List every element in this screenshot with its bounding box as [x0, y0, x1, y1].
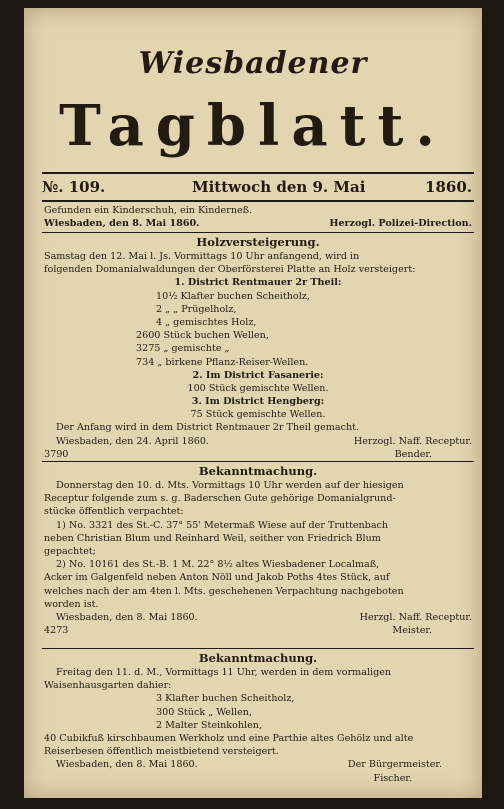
ad-number: 4273 — [44, 625, 69, 637]
text-line: folgenden Domanialwaldungen der Oberförsterei Platte an Holz versteigert: — [44, 264, 416, 276]
text-line: Reiserbesen öffentlich meistbietend versteigert. — [44, 746, 279, 758]
notice-signature — [44, 217, 472, 230]
list-item: 100 Stück gemischte Wellen. — [187, 382, 329, 394]
notice-authority: Herzogl. Polizei-Direction. — [329, 218, 472, 230]
text-line: neben Christian Blum und Reinhard Weil, seither von Friedrich Blum — [44, 532, 381, 544]
text-line: gepachtet; — [44, 545, 96, 557]
text-line: 2) No. 10161 des St.-B. 1 M. 22° 8½ altes Wiesbadener Localmaß, — [56, 559, 380, 571]
issue-number: №. 109. — [42, 178, 106, 196]
text-line: Samstag den 12. Mai l. Js. Vormittags 10 Uhr anfangend, wird in — [44, 251, 360, 262]
list-item: 3 Klafter buchen Scheitholz, — [156, 693, 295, 705]
list-item: 4 „ gemischtes Holz, — [156, 316, 257, 328]
masthead-title-main: Tagblatt. — [59, 93, 447, 159]
authority: Herzgl. Naff. Receptur. — [359, 611, 472, 623]
notice-line: Gefunden ein Kinderschuh, ein Kinderneß. — [44, 205, 253, 216]
list-item: 3275 „ gemischte „ — [136, 343, 230, 355]
list-item: 2600 Stück buchen Wellen, — [136, 330, 269, 342]
signature-line — [44, 435, 472, 448]
text-line: Der Anfang wird in dem District Rentmauer 2r Theil gemacht. — [56, 422, 360, 434]
section-bekanntmachung-2 — [44, 622, 472, 785]
text-line: Waisenhausgarten dahier: — [44, 680, 172, 692]
text-line: 40 Cubikfuß kirschbaumen Werkholz und eine Parthie altes Gehölz und alte — [44, 732, 414, 744]
text-line: Freitag den 11. d. M., Vormittags 11 Uhr, werden in dem vormaligen — [56, 667, 392, 678]
district-title: 2. Im District Fasanerie: — [192, 369, 324, 381]
newspaper-page — [24, 8, 482, 798]
section-holzversteigerung — [44, 234, 472, 461]
section-heading: Bekanntmachung. — [198, 464, 318, 478]
issue-date: Mittwoch den 9. Mai — [192, 178, 366, 196]
text-line: 1) No. 3321 des St.-C. 37° 55' Metermaß Wiese auf der Truttenbach — [56, 519, 389, 531]
section-bekanntmachung-1 — [44, 463, 472, 637]
text-line: Acker im Galgenfeld neben Anton Nöll und Jakob Poths 4tes Stück, auf — [44, 572, 390, 584]
district-title: 3. Im District Hengberg: — [191, 396, 325, 408]
masthead-rule-bottom — [42, 200, 474, 202]
signature-line — [44, 758, 472, 771]
issue-dateline — [42, 178, 472, 198]
list-item: 10½ Klafter buchen Scheitholz, — [156, 290, 310, 302]
section-divider — [42, 232, 474, 233]
notice-found-items — [44, 204, 472, 230]
text-line: welches nach der am 4ten l. Mts. geschehenen Verpachtung nachgeboten — [44, 585, 404, 597]
text-line: worden ist. — [44, 598, 99, 610]
district-title: 1. District Rentmauer 2r Theil: — [174, 277, 342, 289]
section-heading: Bekanntmachung. — [198, 651, 318, 665]
section-divider — [42, 461, 474, 462]
issue-year: 1860. — [425, 178, 472, 196]
authority: Herzogl. Naff. Receptur. — [353, 435, 472, 447]
list-item: 300 Stück „ Wellen, — [156, 706, 253, 718]
text-line: Donnerstag den 10. d. Mts. Vormittags 10 Uhr werden auf der hiesigen — [56, 480, 404, 491]
list-item: 734 „ birkene Pflanz-Reiser-Wellen. — [136, 356, 309, 368]
text-line: stücke öffentlich verpachtet: — [44, 506, 184, 518]
text-line: Receptur folgende zum s. g. Baderschen Gute gehörige Domanialgrund- — [44, 493, 396, 505]
section-heading: Holzversteigerung. — [196, 235, 320, 249]
notice-place-date: Wiesbaden, den 8. Mai 1860. — [44, 218, 200, 230]
signature-line — [44, 448, 472, 461]
signer-name: Bender. — [394, 448, 432, 460]
list-item: 75 Stück gemischte Wellen. — [190, 409, 326, 421]
signer-name: Fischer. — [373, 772, 412, 784]
masthead-rule-top — [42, 172, 474, 174]
place-date: Wiesbaden, den 24. April 1860. — [56, 435, 209, 447]
list-item: 2 Malter Steinkohlen, — [156, 719, 263, 731]
list-item: 2 „ „ Prügelholz, — [156, 303, 237, 315]
ad-number: 3790 — [44, 448, 69, 460]
authority: Der Bürgermeister. — [347, 759, 442, 771]
place-date: Wiesbaden, den 8. Mai 1860. — [56, 611, 198, 623]
signer-name: Meister. — [392, 625, 432, 637]
place-date: Wiesbaden, den 8. Mai 1860. — [56, 759, 198, 771]
masthead-title-top: Wiesbadener — [138, 46, 368, 81]
